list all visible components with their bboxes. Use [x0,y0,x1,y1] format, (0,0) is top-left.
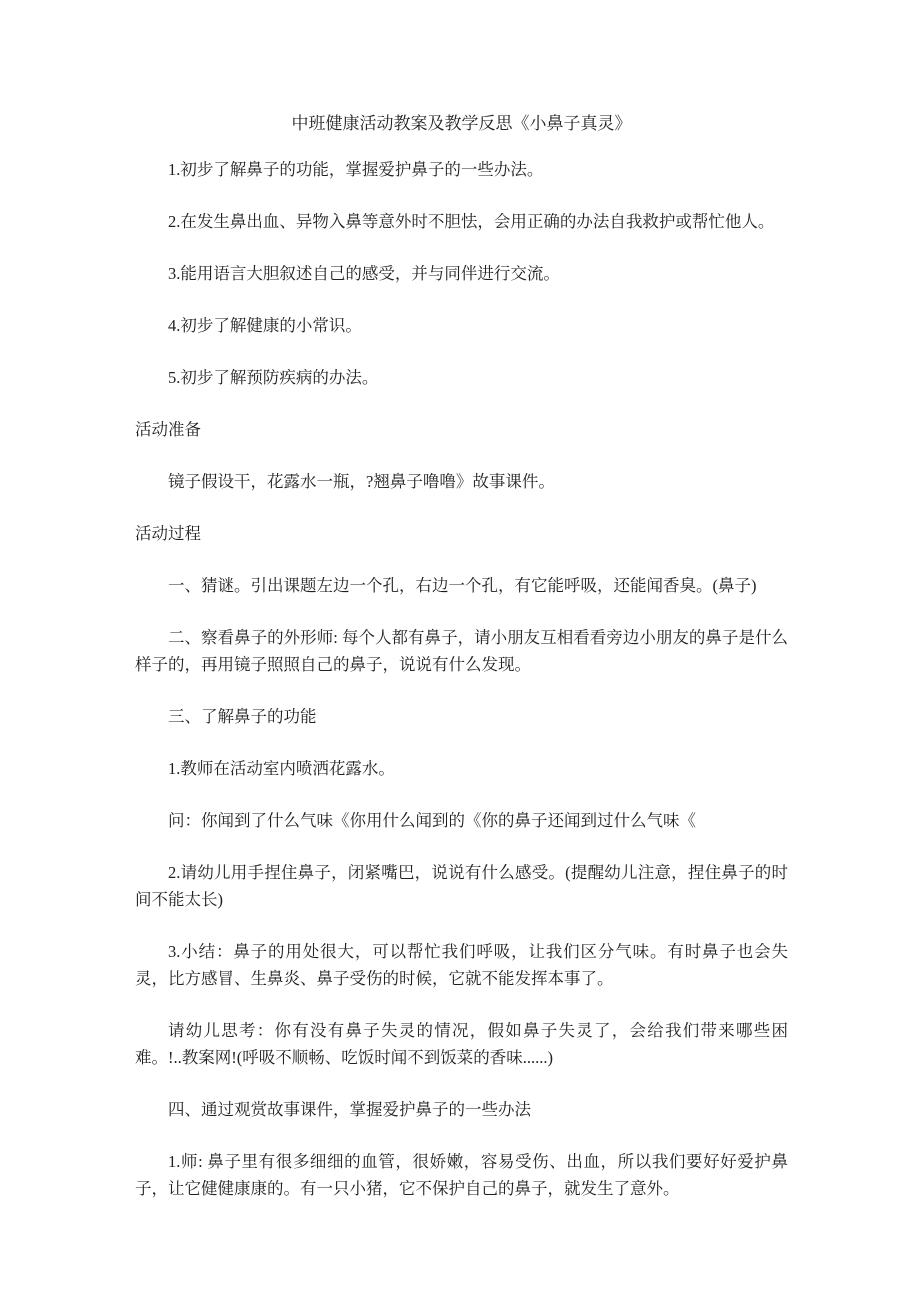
paragraph: 1.教师在活动室内喷洒花露水。 [168,759,395,778]
paragraph: 1.师: 鼻子里有很多细细的血管，很娇嫩，容易受伤、出血，所以我们要好好爱护鼻子，让它健健康康的。有一只小猪，它不保护自己的鼻子，就发生了意外。 [135,1152,788,1198]
paragraph: 4.初步了解健康的小常识。 [168,316,362,335]
paragraph: 问：你闻到了什么气味《你用什么闻到的《你的鼻子还闻到过什么气味《 [168,811,696,830]
paragraph: 四、通过观赏故事课件，掌握爱护鼻子的一些办法 [168,1100,531,1119]
paragraph: 3.小结：鼻子的用处很大，可以帮忙我们呼吸，让我们区分气味。有时鼻子也会失灵，比方感冒、生鼻炎、鼻子受伤的时候，它就不能发挥本事了。 [135,942,788,988]
paragraph: 二、察看鼻子的外形师: 每个人都有鼻子，请小朋友互相看看旁边小朋友的鼻子是什么样子的，再用镜子照照自己的鼻子，说说有什么发现。 [135,628,788,674]
page-title: 中班健康活动教案及教学反思《小鼻子真灵》 [291,114,632,133]
paragraph: 镜子假设干，花露水一瓶，?翘鼻子噜噜》故事课件。 [168,472,555,491]
paragraph: 2.请幼儿用手捏住鼻子，闭紧嘴巴，说说有什么感受。(提醒幼儿注意，捏住鼻子的时间不能太长) [135,863,788,909]
paragraph: 1.初步了解鼻子的功能，掌握爱护鼻子的一些办法。 [168,160,544,179]
section-heading: 活动准备 [135,420,201,439]
paragraph: 请幼儿思考：你有没有鼻子失灵的情况，假如鼻子失灵了，会给我们带来哪些困难。!..教案网!(呼吸不顺畅、吃饭时闻不到饭菜的香味......) [135,1021,788,1067]
document-body [135,156,788,1202]
section-heading: 活动过程 [135,524,201,543]
paragraph: 2.在发生鼻出血、异物入鼻等意外时不胆怯，会用正确的办法自我救护或帮忙他人。 [168,212,775,231]
paragraph: 5.初步了解预防疾病的办法。 [168,368,379,387]
paragraph: 一、猜谜。引出课题左边一个孔，右边一个孔，有它能呼吸，还能闻香臭。(鼻子) [168,576,757,595]
paragraph: 三、了解鼻子的功能 [168,707,317,726]
paragraph: 3.能用语言大胆叙述自己的感受，并与同伴进行交流。 [168,264,560,283]
